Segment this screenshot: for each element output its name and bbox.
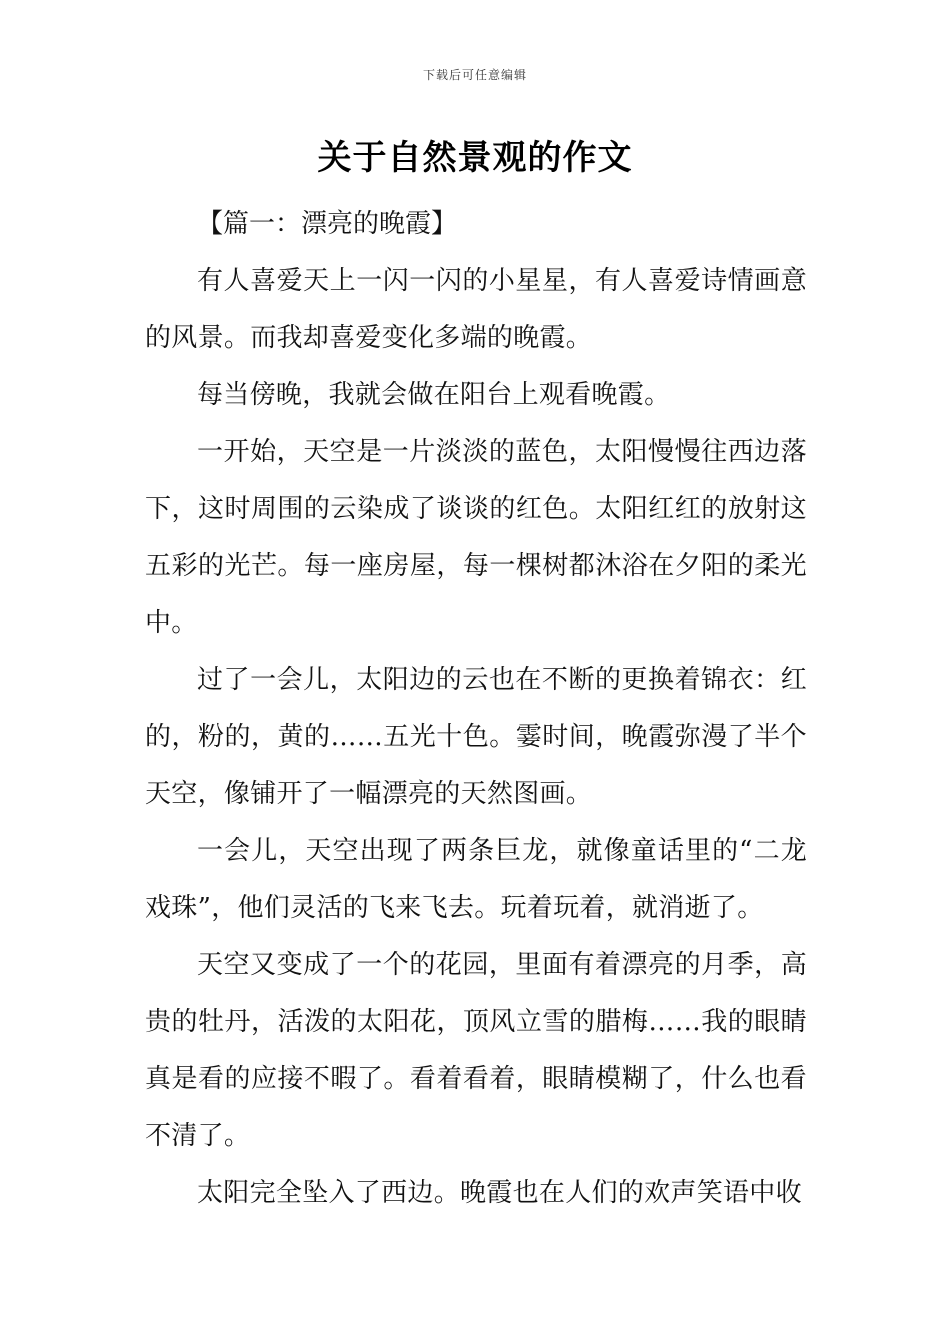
paragraph-1: 有人喜爱天上一闪一闪的小星星，有人喜爱诗情画意的风景。而我却喜爱变化多端的晚霞。 bbox=[145, 266, 807, 353]
section-heading: 【篇一：漂亮的晚霞】 bbox=[197, 209, 458, 239]
header-note: 下载后可任意编辑 bbox=[422, 68, 527, 82]
paragraph-6: 天空又变成了一个的花园，里面有着漂亮的月季，高贵的牡丹，活泼的太阳花，顶风立雪的腊梅……我的眼睛真是看的应接不暇了。看着看着，眼睛模糊了，什么也看不清了。 bbox=[145, 950, 807, 1151]
paragraph-2: 每当傍晚，我就会做在阳台上观看晚霞。 bbox=[197, 380, 671, 410]
document-body bbox=[145, 196, 807, 1222]
paragraph-7: 太阳完全坠入了西边。晚霞也在人们的欢声笑语中收 bbox=[197, 1178, 802, 1208]
paragraph-3: 一开始，天空是一片淡淡的蓝色，太阳慢慢往西边落下，这时周围的云染成了谈谈的红色。太阳红红的放射这五彩的光芒。每一座房屋，每一棵树都沐浴在夕阳的柔光中。 bbox=[145, 437, 807, 638]
document-title: 关于自然景观的作文 bbox=[317, 138, 633, 178]
paragraph-4: 过了一会儿，太阳边的云也在不断的更换着锦衣：红的，粉的，黄的……五光十色。霎时间，晚霞弥漫了半个天空，像铺开了一幅漂亮的天然图画。 bbox=[145, 665, 807, 809]
paragraph-5: 一会儿，天空出现了两条巨龙，就像童话里的“二龙戏珠”，他们灵活的飞来飞去。玩着玩着，就消逝了。 bbox=[145, 836, 807, 923]
